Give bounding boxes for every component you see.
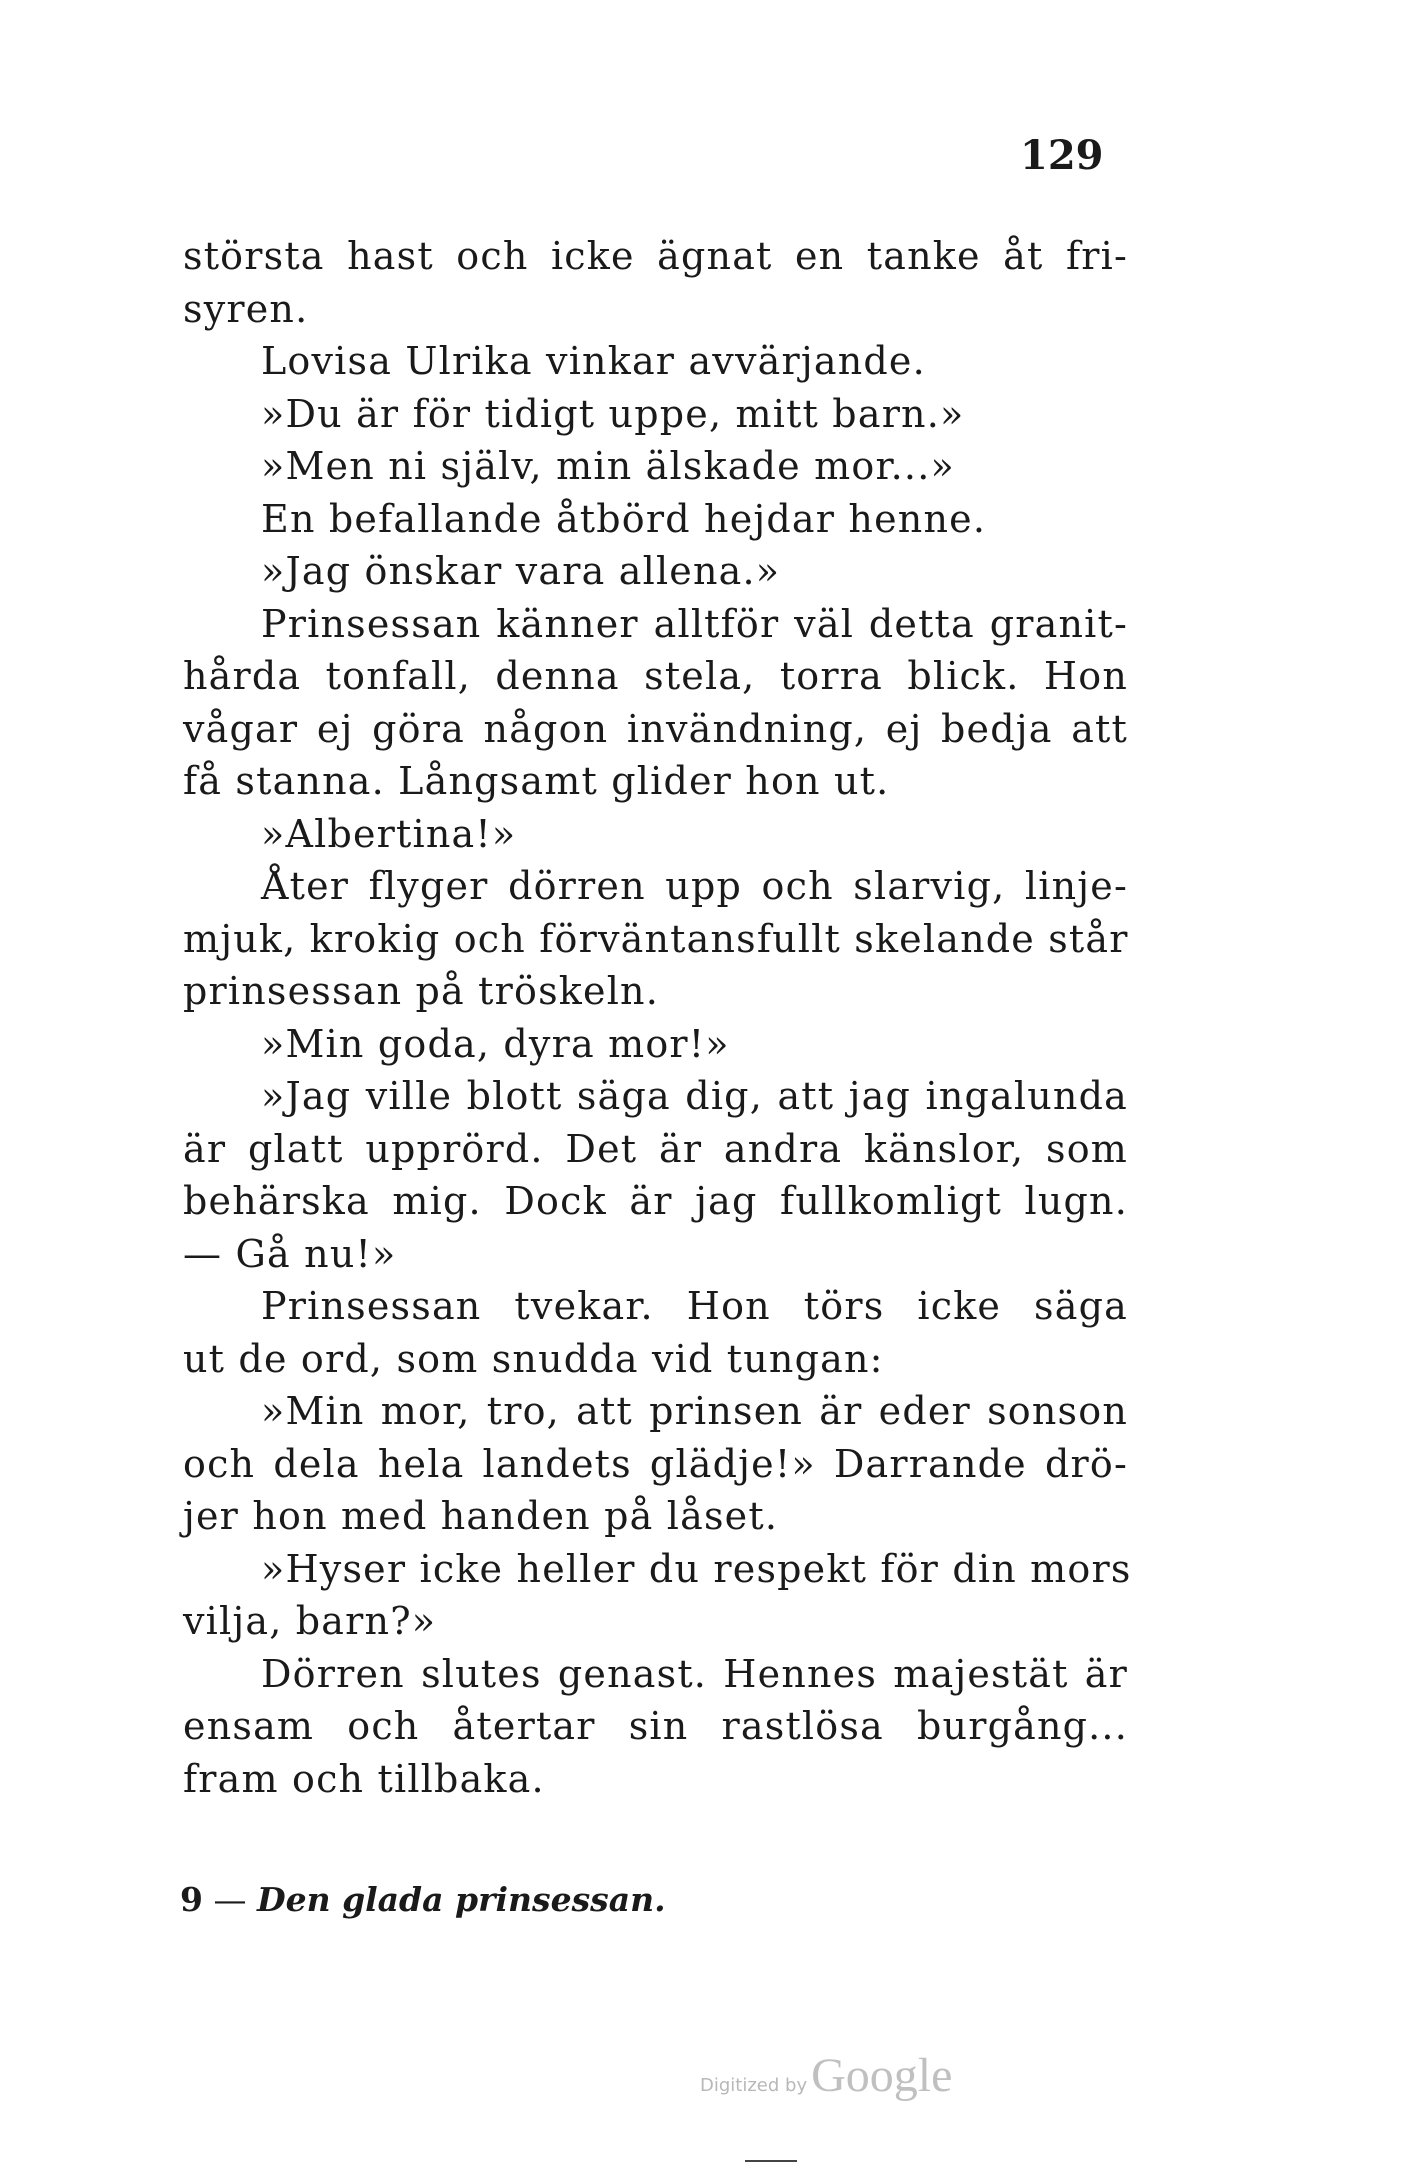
paragraph: [183, 545, 1128, 598]
paragraph: [183, 493, 1128, 546]
text-line: syren.: [183, 286, 309, 331]
text-line: Prinsessan tvekar. Hon törs icke säga: [261, 1284, 1128, 1328]
paragraph: [183, 1648, 1128, 1806]
footer-book-title: Den glada prinsessan.: [256, 1880, 666, 1919]
page-number: 129: [1020, 132, 1104, 179]
text-line: »Hyser icke heller du respekt för din mors: [261, 1546, 1132, 1591]
text-line: ensam och återtar sin rastlösa burgång...: [183, 1704, 1128, 1748]
signature-footer: [180, 1880, 666, 1919]
text-line: vilja, barn?»: [183, 1599, 437, 1643]
text-line: »Jag ville blott säga dig, att jag ingalunda: [261, 1074, 1128, 1118]
text-line: »Du är för tidigt uppe, mitt barn.»: [261, 391, 965, 436]
paragraph: [183, 1070, 1128, 1280]
footer-dash: —: [213, 1880, 247, 1919]
text-line: »Min mor, tro, att prinsen är eder sonson: [261, 1389, 1128, 1433]
digitization-watermark: [700, 2048, 952, 2103]
bottom-rule: [745, 2160, 797, 2162]
watermark-prefix: Digitized by: [700, 2075, 808, 2096]
text-line: Åter flyger dörren upp och slarvig, linje-: [261, 864, 1128, 908]
paragraph: [183, 598, 1128, 808]
text-line: ut de ord, som snudda vid tungan:: [183, 1336, 884, 1381]
text-line: hårda tonfall, denna stela, torra blick. Hon: [183, 654, 1128, 698]
paragraph: [183, 808, 1128, 861]
paragraph: [183, 230, 1128, 335]
text-line: Dörren slutes genast. Hennes majestät är: [261, 1651, 1128, 1696]
text-line: vågar ej göra någon invändning, ej bedja att: [183, 706, 1128, 751]
text-line: behärska mig. Dock är jag fullkomligt lugn.: [183, 1179, 1128, 1223]
paragraph: [183, 335, 1128, 388]
text-line: största hast och icke ägnat en tanke åt fri-: [183, 234, 1128, 278]
watermark-brand: Google: [811, 2049, 953, 2102]
body-text: [183, 230, 1132, 1805]
paragraph: [183, 388, 1128, 441]
text-line: »Min goda, dyra mor!»: [261, 1021, 730, 1066]
paragraph: [183, 1385, 1128, 1543]
text-line: jer hon med handen på låset.: [183, 1494, 779, 1538]
text-line: få stanna. Långsamt glider hon ut.: [183, 759, 890, 803]
text-line: fram och tillbaka.: [183, 1756, 545, 1801]
text-line: Lovisa Ulrika vinkar avvärjande.: [261, 339, 926, 383]
text-line: — Gå nu!»: [183, 1231, 397, 1276]
text-line: och dela hela landets glädje!» Darrande drö-: [183, 1441, 1128, 1486]
paragraph: [183, 860, 1128, 1018]
text-line: En befallande åtbörd hejdar henne.: [261, 496, 987, 541]
paragraph: [183, 1543, 1132, 1648]
text-line: »Jag önskar vara allena.»: [261, 549, 781, 593]
paragraph: [183, 1280, 1128, 1385]
text-line: är glatt upprörd. Det är andra känslor, som: [183, 1126, 1128, 1171]
text-line: »Men ni själv, min älskade mor...»: [261, 444, 955, 488]
text-line: »Albertina!»: [261, 811, 517, 856]
text-line: prinsessan på tröskeln.: [183, 969, 660, 1013]
text-line: Prinsessan känner alltför väl detta granit-: [261, 601, 1128, 646]
text-line: mjuk, krokig och förväntansfullt skelande står: [183, 916, 1129, 961]
paragraph: [183, 440, 1128, 493]
signature-number: 9: [180, 1880, 203, 1919]
paragraph: [183, 1018, 1128, 1071]
